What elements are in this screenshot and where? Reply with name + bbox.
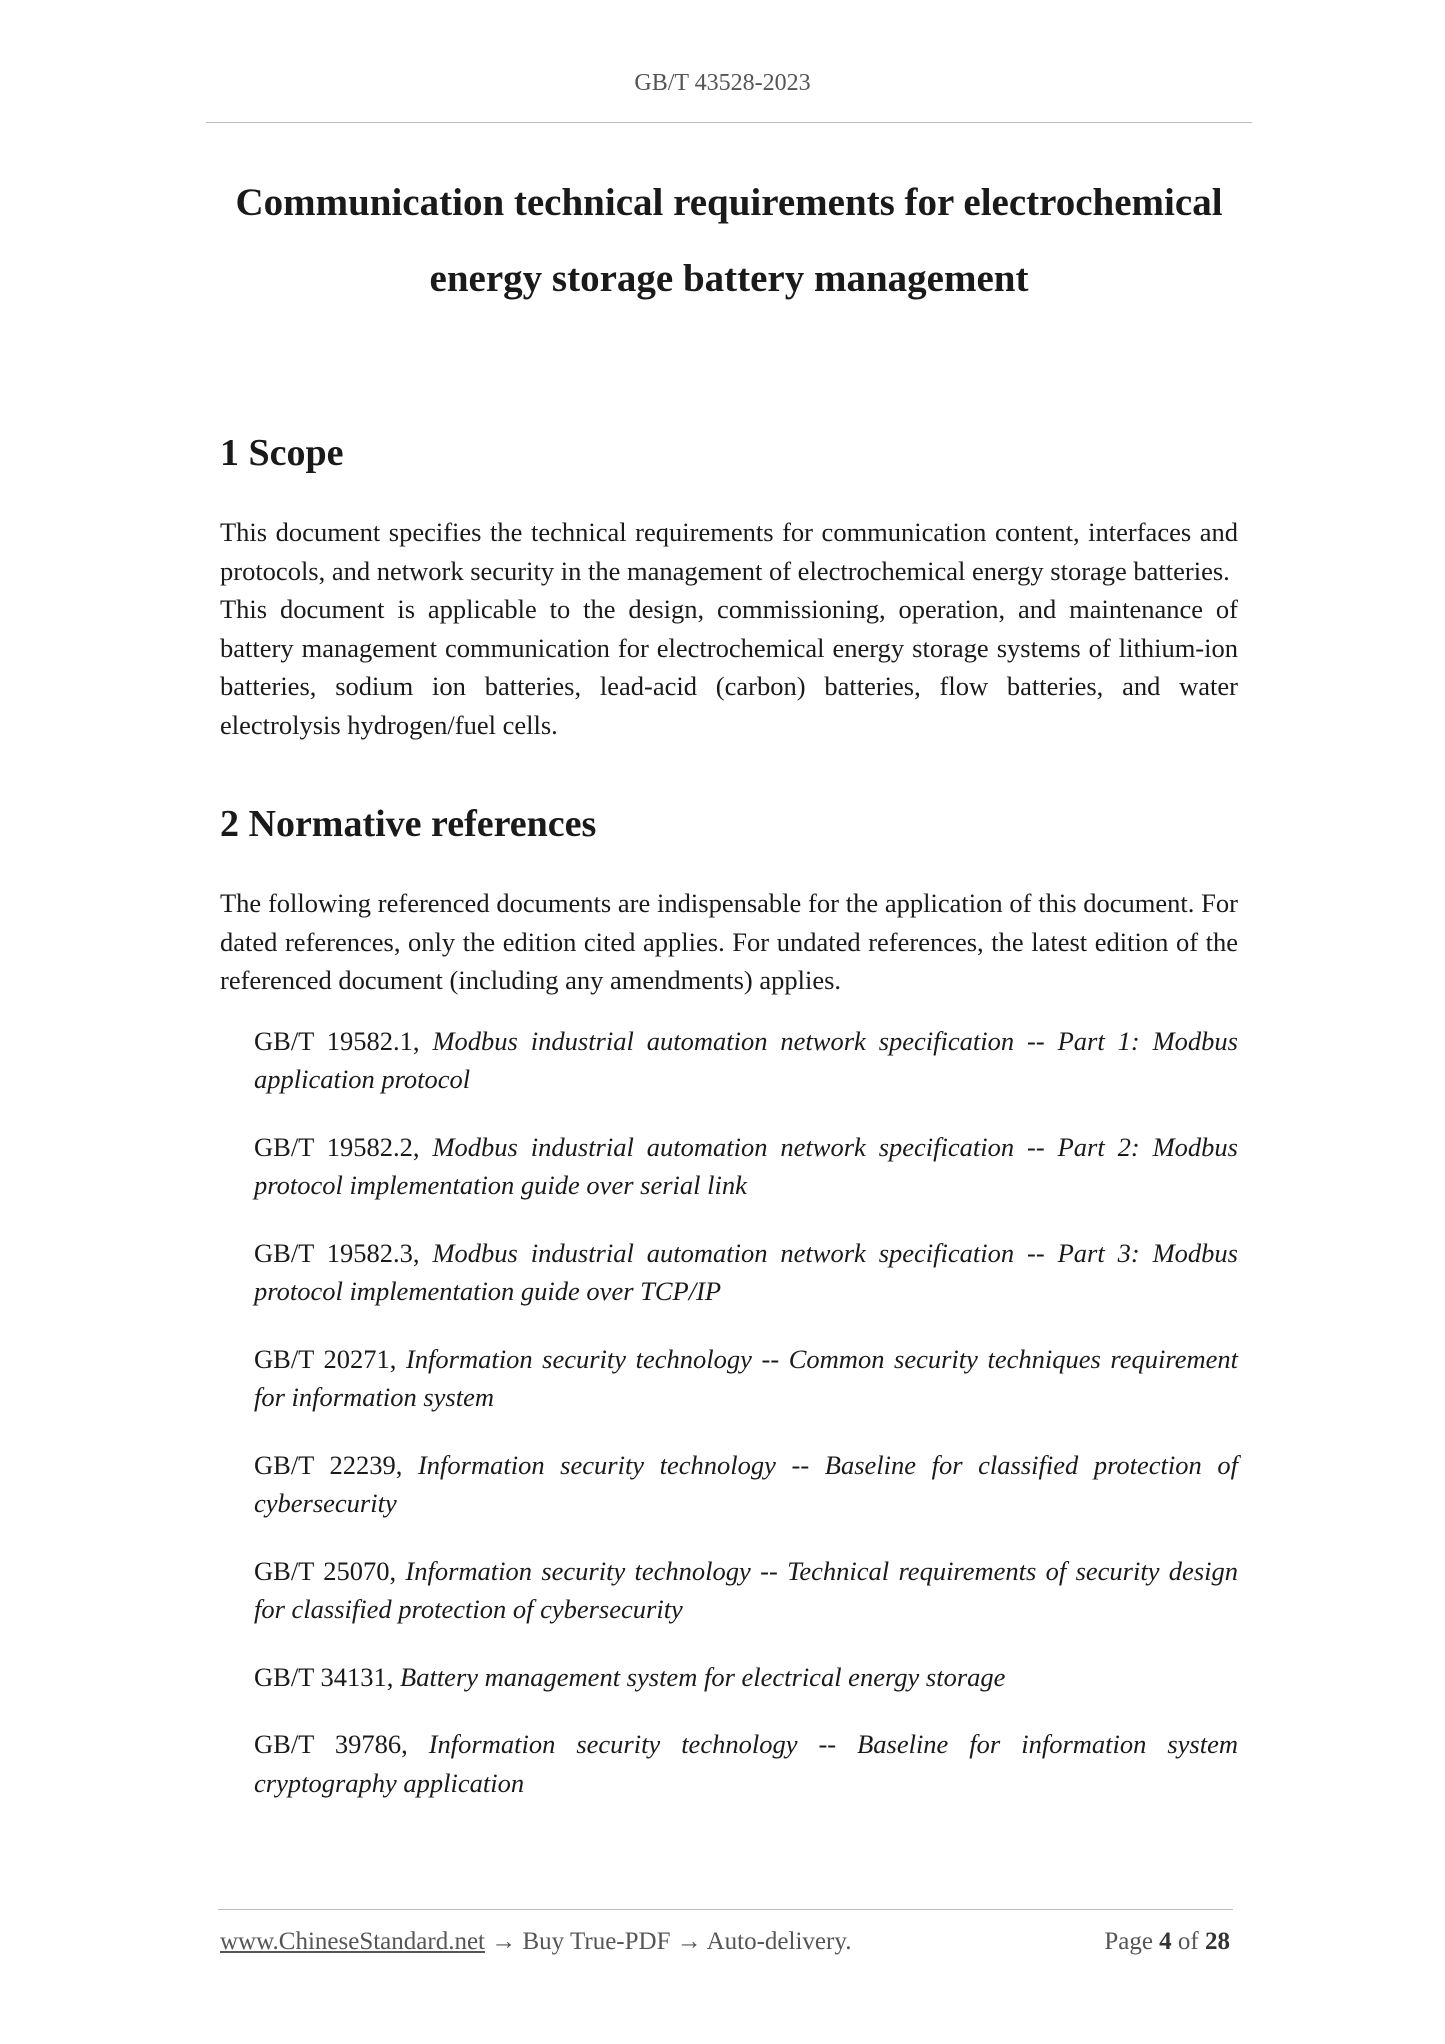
reference-code: GB/T 25070, bbox=[254, 1555, 406, 1586]
page-total: 28 bbox=[1205, 1928, 1230, 1955]
page-label: Page bbox=[1104, 1928, 1153, 1955]
reference-item bbox=[254, 1552, 1238, 1629]
reference-item bbox=[254, 1725, 1238, 1802]
reference-title: Information security technology -- Common security techniques requirement for information system bbox=[254, 1343, 1238, 1412]
footer-promo-text: → Buy True-PDF → Auto-delivery. bbox=[485, 1928, 852, 1955]
reference-title: Information security technology -- Technical requirements of security design for classified protection of cybersecurity bbox=[254, 1555, 1238, 1624]
website-link[interactable]: www.ChineseStandard.net bbox=[220, 1928, 485, 1955]
reference-code: GB/T 39786, bbox=[254, 1729, 429, 1759]
reference-code: GB/T 19582.2, bbox=[254, 1131, 433, 1162]
header-divider bbox=[206, 122, 1252, 123]
document-title bbox=[206, 165, 1252, 317]
page-of: of bbox=[1177, 1928, 1199, 1955]
reference-item bbox=[254, 1446, 1238, 1523]
section-heading-scope: 1 Scope bbox=[220, 432, 344, 474]
page-current: 4 bbox=[1159, 1928, 1172, 1955]
footer-promo bbox=[220, 1928, 851, 1956]
reference-item bbox=[254, 1340, 1238, 1417]
main-content bbox=[220, 425, 1238, 1831]
title-line-2: energy storage battery management bbox=[429, 257, 1029, 300]
reference-item bbox=[254, 1234, 1238, 1311]
running-header: GB/T 43528-2023 bbox=[634, 70, 811, 96]
reference-title: Modbus industrial automation network specification -- Part 1: Modbus application protocol bbox=[254, 1025, 1238, 1094]
page-number bbox=[1104, 1928, 1230, 1956]
reference-item bbox=[254, 1022, 1238, 1099]
footer-divider bbox=[218, 1909, 1233, 1910]
reference-code: GB/T 19582.3, bbox=[254, 1237, 433, 1268]
reference-list bbox=[220, 1022, 1238, 1803]
reference-title: Battery management system for electrical energy storage bbox=[400, 1661, 1006, 1692]
reference-title: Modbus industrial automation network specification -- Part 2: Modbus protocol implementation guide over serial link bbox=[254, 1131, 1238, 1200]
reference-title: Information security technology -- Baseline for classified protection of cybersecurity bbox=[254, 1449, 1238, 1518]
scope-paragraph-2: This document is applicable to the design, commissioning, operation, and maintenance of battery management communication for electrochemical energy storage systems of lithium-ion batteries, sodium ion batteries, lead-acid (carbon) batteries, flow batteries, and water electrolysis hydrogen/fuel cells. bbox=[220, 594, 1238, 740]
reference-title: Information security technology -- Baseline for information system cryptography application bbox=[254, 1729, 1238, 1798]
reference-code: GB/T 20271, bbox=[254, 1343, 406, 1374]
reference-code: GB/T 34131, bbox=[254, 1661, 401, 1692]
reference-item bbox=[254, 1658, 1238, 1697]
reference-title: Modbus industrial automation network specification -- Part 3: Modbus protocol implementation guide over TCP/IP bbox=[254, 1237, 1238, 1306]
reference-code: GB/T 22239, bbox=[254, 1449, 418, 1480]
reference-code: GB/T 19582.1, bbox=[254, 1025, 433, 1056]
title-line-1: Communication technical requirements for electrochemical bbox=[235, 181, 1223, 224]
references-intro: The following referenced documents are indispensable for the application of this document. For dated references, only the edition cited applies. For undated references, the latest edition of the referenced document (including any amendments) applies. bbox=[220, 888, 1238, 995]
section-heading-normative-references: 2 Normative references bbox=[220, 803, 597, 845]
scope-paragraph-1: This document specifies the technical requirements for communication content, interfaces and protocols, and network security in the management of electrochemical energy storage batteries. bbox=[220, 517, 1238, 586]
reference-item bbox=[254, 1128, 1238, 1205]
